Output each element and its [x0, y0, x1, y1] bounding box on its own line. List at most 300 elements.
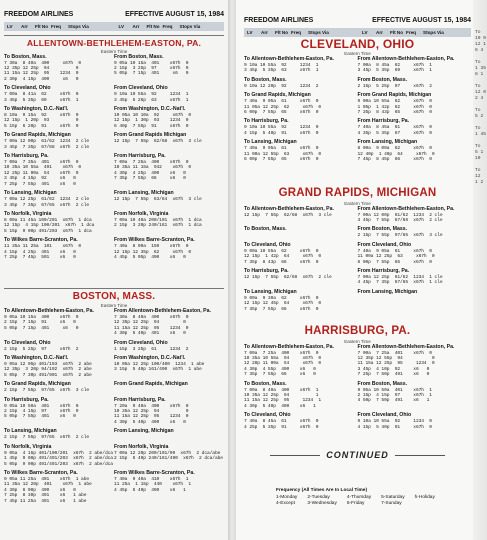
edge-text — [475, 30, 486, 198]
frequency-code: 5-Friday — [346, 501, 365, 506]
route-pair — [244, 77, 471, 92]
route-destination: From Wilkes Barre-Scranton, Pa. — [114, 237, 195, 244]
flight-row: 7 00a 7 35a 401 x67h 0 — [4, 160, 79, 166]
flight-row: 4 45p 7 35p 67/65 x67h 1 cle — [357, 280, 443, 286]
flight-row: 7 00a 12 00p 61/62 1234 2 cle — [4, 139, 90, 145]
schedule-grid — [244, 206, 471, 315]
route-block — [244, 289, 358, 312]
route-block — [358, 268, 472, 286]
flight-row: 4 35p 5 35p 67 x67h 0 — [357, 130, 432, 136]
flight-row: 7 40a 8 45a 61 x67h 0 — [244, 419, 319, 425]
flight-row: 12 25p 11 00a 54 x67h 0 — [4, 170, 79, 176]
hdr-freq: Freq — [162, 24, 173, 29]
route-block — [114, 132, 224, 150]
hdr-via: Via — [193, 24, 201, 29]
route-destination: From Grand Rapids Michigan — [114, 132, 187, 139]
flight-row: 5 05p 7 55p 491 x6 0 — [4, 414, 76, 420]
route-destination: From Cleveland, Ohio — [357, 241, 412, 248]
route-destination: To Harrisburg, Pa. — [4, 396, 49, 403]
route-pair — [244, 56, 471, 77]
edge-line: 5 1 — [475, 150, 484, 155]
flight-row: 9 05a 10 50a 401 x67h 0 — [4, 403, 79, 409]
route-block — [358, 412, 472, 430]
route-block — [114, 397, 224, 426]
route-destination: From Cleveland, Ohio — [114, 85, 168, 92]
flight-row: 10 35a 10 55a 491 x67h 0 — [4, 165, 82, 171]
route-destination: From Washington, D.C.-Nat'l. — [114, 106, 186, 113]
flight-row: 10 35a 10 55a 94 x67h 0 — [244, 355, 322, 361]
flight-row: 7 25p 7 55p 491 x6 0 — [4, 181, 76, 187]
route-pair — [4, 54, 224, 86]
continued-banner: CONTINUED — [244, 450, 471, 460]
route-block — [114, 444, 224, 467]
flight-row: 9 05a 10 15a 400 x67h 0 — [4, 315, 79, 320]
flight-row: 7 00a 12 20p 200/101/90 x67h 2 dca/abe — [114, 450, 221, 456]
hdr-flt: Flt No — [35, 24, 49, 29]
frequency-col — [381, 495, 404, 507]
flight-row: 9 10a 12 20p 92 1234 2 — [244, 83, 319, 89]
flight-row: 9 10a 10 55a 92 1234 1 — [114, 92, 189, 98]
route-block — [114, 355, 224, 378]
route-destination: To Wilkes Barre-Scranton, Pa. — [4, 237, 78, 244]
route-destination: From Lansing, Michigan — [114, 190, 174, 197]
schedule-grid — [244, 56, 471, 165]
flight-row: 11 00a 12 25p 63 x67h 0 — [357, 254, 435, 260]
route-pair — [4, 397, 224, 429]
edge-line: 1 45 — [475, 132, 487, 137]
route-pair — [244, 344, 471, 381]
left-sheet — [0, 0, 228, 540]
route-block — [244, 344, 358, 378]
flight-row: 5 15p 9 00p 491/203 x67h 1 dca — [4, 228, 92, 234]
route-block — [244, 381, 358, 410]
flight-row: 7 00a 8 45a 62 x67h 1 — [357, 63, 432, 68]
flight-row: 12 15p 7 55p 62/68 x67h 2 cle — [244, 274, 332, 280]
flight-row: 9 05a 12 05p 401/193 x67h 2 abe — [4, 362, 92, 368]
flight-row: 5 05p 7 30p 491/901 x67h 2 abe — [4, 372, 92, 378]
city-subtitle: Eastern Time — [344, 200, 371, 206]
flight-row: 7 25p 7 50p 491 x6 0 — [357, 372, 430, 378]
city-title: BOSTON, MASS. — [72, 291, 156, 302]
flight-row: 9 05a 4 15p 401/100/201 x67h 2 abe/dca — [4, 450, 113, 456]
flight-row: 11 15a 12 25p 95 1234 0 — [357, 361, 435, 367]
city-subtitle: Eastern Time — [344, 51, 371, 56]
airline-name: FREEDOM AIRLINES — [4, 10, 74, 18]
hdr-lv: LV — [247, 30, 253, 35]
city-subtitle: Eastern Time — [344, 338, 371, 344]
flight-row: 4 30p 5 40p 490 x6 1 — [244, 403, 316, 409]
edge-line: 12 1 — [475, 42, 487, 47]
route-block — [4, 470, 114, 504]
route-pair — [244, 92, 471, 118]
frequency-grid — [276, 495, 476, 507]
route-destination: From Cleveland, Ohio — [114, 339, 168, 346]
flight-row: 12 15p 7 55p 63/64 x67h 3 cle — [114, 197, 202, 203]
route-block — [4, 428, 114, 440]
flight-row: 11 05a 12 25p 62 x67h 0 — [244, 104, 322, 110]
divider — [4, 288, 224, 289]
route-block — [4, 106, 114, 129]
route-block — [114, 237, 224, 260]
route-block — [244, 77, 358, 89]
flight-row: 12 35p 12 25p 94 0 — [114, 320, 186, 326]
hdr-freq: Freq — [406, 30, 416, 35]
flight-row: 7 00a 7 25a 400 x67h 0 — [244, 350, 319, 356]
divider — [4, 35, 224, 36]
flight-row: 7 45p 8 45p 66 x67h 0 — [357, 157, 432, 163]
route-destination: To Cleveland, Ohio — [4, 339, 51, 346]
flight-row: 12 15p 7 55p 62/68 x67h 3 cle — [114, 139, 202, 145]
flight-row: 7 35p 7 55p 66 x6 0 — [244, 372, 316, 378]
route-pair — [4, 308, 224, 340]
route-destination: To Cleveland, Ohio — [4, 85, 51, 92]
flight-row: 4 30p 5 40p 490 x6 0 — [114, 419, 186, 425]
flight-row: 7 25p 7 45p 501 x6 0 — [4, 254, 76, 260]
route-block — [4, 340, 114, 352]
route-block — [244, 226, 358, 238]
flight-row: 6 00p 7 55p 65 x67h 0 — [244, 110, 319, 116]
route-block — [4, 355, 114, 378]
route-destination: To Grand Rapids, Michigan — [4, 381, 71, 388]
route-destination: From Lansing, Michigan — [114, 428, 174, 435]
route-block — [358, 77, 472, 89]
frequency-code: 7-Sunday — [381, 501, 402, 506]
route-pair — [244, 242, 471, 268]
route-destination: To Boston, Mass. — [4, 53, 47, 60]
route-block — [358, 226, 472, 238]
flight-row: 4 45p 5 05p 490 x6 0 — [114, 254, 186, 260]
hdr-flt: Flt No — [275, 30, 289, 35]
flight-row: 12 15p 7 55p 62/68 x67h 3 cle — [244, 212, 332, 218]
left-column-headers — [4, 22, 224, 31]
route-destination: To Allentown-Bethlehem-Easton, Pa. — [4, 308, 94, 314]
right-sheet — [236, 0, 487, 540]
flight-row: 8 10a 9 15a 92 x67h 0 — [4, 113, 79, 119]
edge-line — [475, 192, 486, 198]
flight-row: 2 15p 7 15p 91 x6 0 — [4, 320, 76, 326]
city-title: GRAND RAPIDS, MICHIGAN — [278, 187, 437, 199]
hdr-lv: LV — [362, 30, 368, 35]
route-block — [4, 211, 114, 234]
flight-row: 4 30p 4 55p 490 x6 0 — [244, 366, 316, 372]
route-destination: From Allentown-Bethlehem-Easton, Pa. — [357, 205, 455, 212]
flight-row: 4 50p 7 50p 491 x6 1 — [357, 398, 430, 404]
route-destination: To Cleveland, Ohio — [244, 412, 291, 419]
flight-row: 11 35a 11 25a 101 x67h 0 — [4, 244, 82, 250]
route-block — [244, 242, 358, 265]
flight-row: 10 05a 12 25p 100/400 1234 1 abe — [114, 362, 205, 368]
route-destination: To Washington, D.C.-Nat'l. — [4, 106, 69, 113]
flight-row: 2 15p 7 55p 97/65 x67h 3 cle — [357, 233, 443, 239]
flight-row: 7 30a 8 40a 400 x67h 0 — [4, 60, 82, 66]
flight-row: 2 15p 4 15p 97 x67h 1 — [357, 392, 432, 398]
airline-name: FREEDOM AIRLINES — [244, 16, 314, 24]
flight-row: 2 15p 5 25p 97 x67h 2 — [357, 83, 432, 89]
hdr-arr: Arr — [376, 30, 383, 35]
city-subtitle: Eastern Time — [100, 48, 128, 54]
edge-line: 10 — [475, 156, 481, 161]
schedule-grid — [4, 54, 224, 264]
flight-row: 12 15p 1 30p 93 1234 0 — [114, 118, 189, 124]
flight-row: 6 00p 7 55p 65 x67h 0 — [244, 157, 319, 163]
flight-row: 5 05p 9 00p 491/491/203 x67h 2 abe/dca — [4, 461, 113, 467]
flight-row: 11 15a 12 25p 95 1234 0 — [114, 325, 189, 331]
route-block — [4, 85, 114, 103]
flight-row: 2 15p 3 20p 240/161 x67h 1 dca — [114, 223, 202, 229]
flight-row: 10 35a 11 15a 942 x67h 0 — [114, 165, 192, 171]
city-subtitle: Eastern Time — [100, 303, 128, 308]
flight-row: 4 30p 4 25p 490 x6 0 — [114, 170, 186, 176]
left-topbar — [4, 8, 224, 20]
route-destination: To Allentown-Bethlehem-Easton, Pa. — [244, 205, 334, 212]
hdr-lv: LV — [118, 24, 125, 29]
route-destination: From Grand Rapids, Michigan — [357, 92, 432, 99]
effective-date: EFFECTIVE AUGUST 15, 1984 — [372, 16, 471, 24]
frequency-code: 4-Thursday — [346, 495, 372, 500]
flight-row: 4 15p 4 25p 491 x6 0 — [4, 249, 76, 255]
flight-row: 10 35a 12 25p 94 0 — [114, 409, 189, 415]
flight-row: 7 00a 8 41a 62 x67h 0 — [4, 92, 79, 98]
route-destination: To Washington, D.C.-Nat'l. — [4, 355, 69, 362]
route-destination: To Harrisburg, Pa. — [4, 153, 49, 160]
route-block — [4, 190, 114, 208]
route-block — [358, 289, 472, 312]
route-block — [244, 92, 358, 115]
flight-row: 7 40a 9 05a 61 x67h 0 — [357, 248, 432, 254]
route-block — [114, 381, 224, 393]
right-topbar — [244, 14, 471, 26]
flight-row: 4 25p 5 35p 91 x67h 0 — [244, 424, 319, 430]
route-destination: To Lansing, Michigan — [244, 139, 297, 146]
route-destination: From Boston, Mass. — [357, 380, 408, 387]
city-section — [244, 326, 471, 433]
route-block — [358, 56, 472, 74]
route-destination: From Harrisburg, Pa. — [357, 267, 410, 274]
effective-date: EFFECTIVE AUGUST 15, 1984 — [125, 10, 224, 18]
flight-row: 7 00a 12 25p 61/62 1234 2 cle — [4, 197, 90, 203]
flight-row: 7 35p 7 55p 66 x6 0 — [114, 176, 186, 182]
flight-row: 4 30p 5 40p 491 x6 0 — [114, 331, 186, 337]
flight-row: 3 45p 4 15p 92 x6 0 — [4, 176, 76, 182]
flight-row: 3 45p 5 26p 63 x67h 1 — [114, 97, 189, 103]
edge-line: 12 0 — [475, 90, 487, 95]
flight-row: 12 15p 1 42p 64 x67h 0 — [244, 254, 322, 260]
route-block — [358, 381, 472, 410]
route-pair — [4, 340, 224, 355]
flight-row: 1 15p 3 25p 61 1234 2 — [114, 346, 189, 352]
frequency-code: 4-Except — [276, 501, 295, 506]
edge-line: 10 0 — [475, 36, 487, 41]
flight-row: 12 15p 4 15p 100/201 x67h 1 dca — [4, 223, 95, 229]
route-pair — [4, 132, 224, 153]
city-section — [4, 286, 224, 507]
flight-row: 12 35p 12 25p 94 0 — [4, 66, 79, 71]
flight-row: 9 10a 10 55a 92 1234 0 — [357, 419, 432, 425]
route-pair — [244, 139, 471, 165]
flight-row: 12 40p 1 40p 64 x67h 0 — [357, 151, 435, 157]
route-block — [244, 268, 358, 286]
flight-row: 8 00a 11 45a 100/201 x67h 1 dca — [4, 217, 92, 223]
route-block — [114, 106, 224, 129]
route-pair — [4, 381, 224, 396]
flight-row: 7 00a 10 40a 200/101 x67h 1 dca — [114, 217, 202, 223]
route-destination: From Boston, Mass. — [114, 53, 164, 60]
route-pair — [4, 85, 224, 106]
route-block — [358, 344, 472, 378]
frequency-col — [276, 495, 297, 507]
route-destination: To Boston, Mass. — [244, 380, 287, 387]
edge-line: To — [475, 108, 481, 113]
flight-row: 7 00a 8 40a 400 x67h 1 — [244, 387, 319, 393]
hdr-arr: Arr — [21, 24, 28, 29]
flight-row: 7 00a 12 00p 61/62 1234 2 cle — [357, 212, 443, 218]
city-section — [244, 38, 471, 165]
edge-line: 6 4 — [475, 48, 484, 53]
frequency-lead: Frequency (All Times Are In Local Time) — [276, 488, 368, 493]
flight-row: 7 40a 8 00a 150 x67h 0 — [114, 244, 189, 250]
route-pair — [4, 211, 224, 237]
route-block — [114, 54, 224, 83]
route-pair — [244, 226, 471, 241]
right-column-headers — [244, 28, 471, 37]
route-pair — [244, 381, 471, 413]
route-block — [4, 54, 114, 83]
flight-row: 4 30p 6 00p 490 x6 0 — [4, 487, 76, 493]
flight-row: 7 20a 9 40a 400 x67h 0 — [114, 403, 189, 409]
flight-row: 11 15a 12 25p 95 1234 1 — [244, 398, 322, 404]
schedule-grid — [244, 344, 471, 433]
flight-row: 2 15p 7 55p 97/65 x67h 2 cle — [4, 435, 90, 441]
route-destination: From Grand Rapids, Michigan — [114, 381, 188, 388]
flight-row: 7 35p 7 55p 66 x67h 0 — [244, 306, 319, 312]
flight-row: 2 15p 4 15p 97 x67h 0 — [4, 409, 79, 415]
flight-row: 12 15p 12 35p 62 x67h 0 — [114, 249, 192, 255]
edge-line: To — [475, 60, 481, 65]
flight-row: 1 45p 9 00p 491/491/203 x67h 2 abe/dca — [4, 456, 113, 462]
flight-row: 7 00a 7 25a 401 x67h 0 — [357, 350, 432, 356]
route-destination: From Harrisburg, Pa. — [357, 118, 410, 125]
frequency-code: 1-Monday — [276, 495, 298, 500]
hdr-stops: Stops — [308, 30, 321, 35]
route-block — [114, 340, 224, 352]
route-block — [4, 397, 114, 426]
flight-row: 6 00p 7 55p 65 x67h 0 — [357, 259, 432, 265]
flight-row: 7 40a 8 45a 61 x67h 0 — [357, 125, 432, 131]
flight-row: 3 45p 7 35p 67/65 x67h 2 cle — [4, 202, 90, 208]
flight-row: 4 15p 5 40p 91 x67h 0 — [357, 424, 432, 430]
frequency-col — [415, 495, 435, 507]
flight-row: 3 45p 5 35p 63 x67h 1 — [244, 68, 319, 74]
flight-row: 5 15p 6 20p 91 x67h 0 — [4, 123, 79, 129]
hdr-freq: Freq — [291, 30, 301, 35]
route-destination: To Harrisburg, Pa. — [244, 267, 289, 274]
flight-row: 11 35a 12 20p 401 x67h 1 abe — [4, 482, 92, 488]
frequency-col — [307, 495, 337, 507]
flight-row: 3 45p 7 35p 67/68 x67h 2 cle — [4, 144, 90, 150]
route-block — [4, 381, 114, 393]
route-block — [114, 153, 224, 187]
flight-row: 9 10a 10 55a 92 1234 0 — [244, 125, 319, 131]
route-block — [4, 153, 114, 187]
route-pair — [4, 153, 224, 190]
city-title: ALLENTOWN-BETHLEHEM-EASTON, PA. — [26, 38, 202, 48]
flight-row: 7 00a 12 25p 61/62 1234 1 cle — [357, 274, 443, 280]
schedule-grid — [4, 308, 224, 507]
flight-row: 10 35a 12 25p 94 1 — [244, 392, 319, 398]
flight-row: 11 15a 12 25p 95 1234 0 — [114, 414, 189, 420]
flight-row: 12 35p 12 55p 94 0 — [357, 355, 435, 361]
route-destination: From Harrisburg, Pa. — [114, 153, 166, 160]
frequency-code: 5-Saturday — [381, 495, 405, 500]
route-block — [114, 470, 224, 504]
route-pair — [244, 268, 471, 289]
route-destination: To Norfolk, Virginia — [4, 210, 52, 217]
flight-row: 6 40p 7 55p 91 x67h 0 — [114, 123, 189, 129]
edge-line: To — [475, 84, 481, 89]
edge-line: To — [475, 30, 481, 35]
flight-row: 7 00a 7 25a 400 x67h 0 — [114, 160, 189, 166]
flight-row: 4 45p 5 40p 490 x6 1 — [114, 487, 186, 493]
route-destination: To Grand Rapids, Michigan — [244, 92, 311, 99]
flight-row: 7 35p 8 43p 65 x67h 0 — [357, 110, 432, 116]
route-destination: From Wilkes Barre-Scranton, Pa. — [114, 469, 195, 476]
hdr-arr: Arr — [261, 30, 268, 35]
route-destination: From Boston, Mass. — [357, 226, 408, 233]
route-block — [358, 139, 472, 162]
frequency-col — [347, 495, 371, 507]
route-destination: To Lansing, Michigan — [4, 190, 57, 197]
hdr-lv: LV — [7, 24, 13, 29]
route-block — [244, 206, 358, 224]
flight-row: 7 40a 9 05a 61 x67h 0 — [244, 99, 319, 105]
route-pair — [244, 412, 471, 433]
flight-row: 9 00a 9 30a 62 x67h 0 — [244, 295, 319, 301]
route-block — [358, 118, 472, 136]
frequency-legend — [276, 488, 476, 507]
hdr-via: Via — [322, 30, 329, 35]
flight-row: 9 00a 10 55a 62 x67h 0 — [244, 248, 319, 254]
route-destination: From Allentown-Bethlehem-Easton, Pa. — [357, 56, 455, 62]
edge-line: 8 1 — [475, 72, 484, 77]
hdr-stops: Stops — [423, 30, 436, 35]
flight-row: 7 25p 8 30p 491 x6 1 abe — [4, 493, 87, 499]
route-destination: From Washington, D.C.-Nat'l. — [114, 355, 186, 362]
edge-line: 1 35 — [475, 66, 487, 71]
flight-row: 9 05a 10 15a 401 x67h 0 — [114, 60, 189, 66]
route-pair — [4, 428, 224, 443]
route-pair — [4, 190, 224, 211]
route-destination: From Allentown-Bethlehem-Easton, Pa. — [357, 343, 455, 350]
flight-row: 2 15p 3 25p 97 x67h 0 — [114, 66, 189, 71]
flight-row: 7 45p 11 25a 491 x6 1 abe — [4, 498, 87, 504]
flight-row: 12 35p 3 20p 94/192 x67h 2 abe — [4, 367, 92, 373]
flight-row: 9 00a 10 55a 62 x67h 0 — [357, 99, 432, 105]
route-pair — [244, 206, 471, 227]
edge-line: To — [475, 144, 481, 149]
hdr-via: Via — [437, 30, 444, 35]
flight-row: 3 45p 5 35p 69 x67h 1 — [357, 68, 432, 74]
route-destination: To Allentown-Bethlehem-Easton, Pa. — [244, 56, 334, 62]
route-block — [358, 206, 472, 224]
flight-row: 3 45p 7 55p 67/68 x67h 2 cle — [357, 217, 443, 223]
route-destination: To Grand Rapids, Michigan — [4, 132, 71, 139]
page-gutter — [228, 0, 236, 540]
flight-row: 11 00a 12 55p 63 x67h 0 — [244, 151, 322, 157]
route-block — [4, 132, 114, 150]
flight-row: 2 15p 5 25p 97 x67h 2 — [4, 346, 79, 352]
route-block — [114, 211, 224, 234]
route-block — [358, 92, 472, 115]
